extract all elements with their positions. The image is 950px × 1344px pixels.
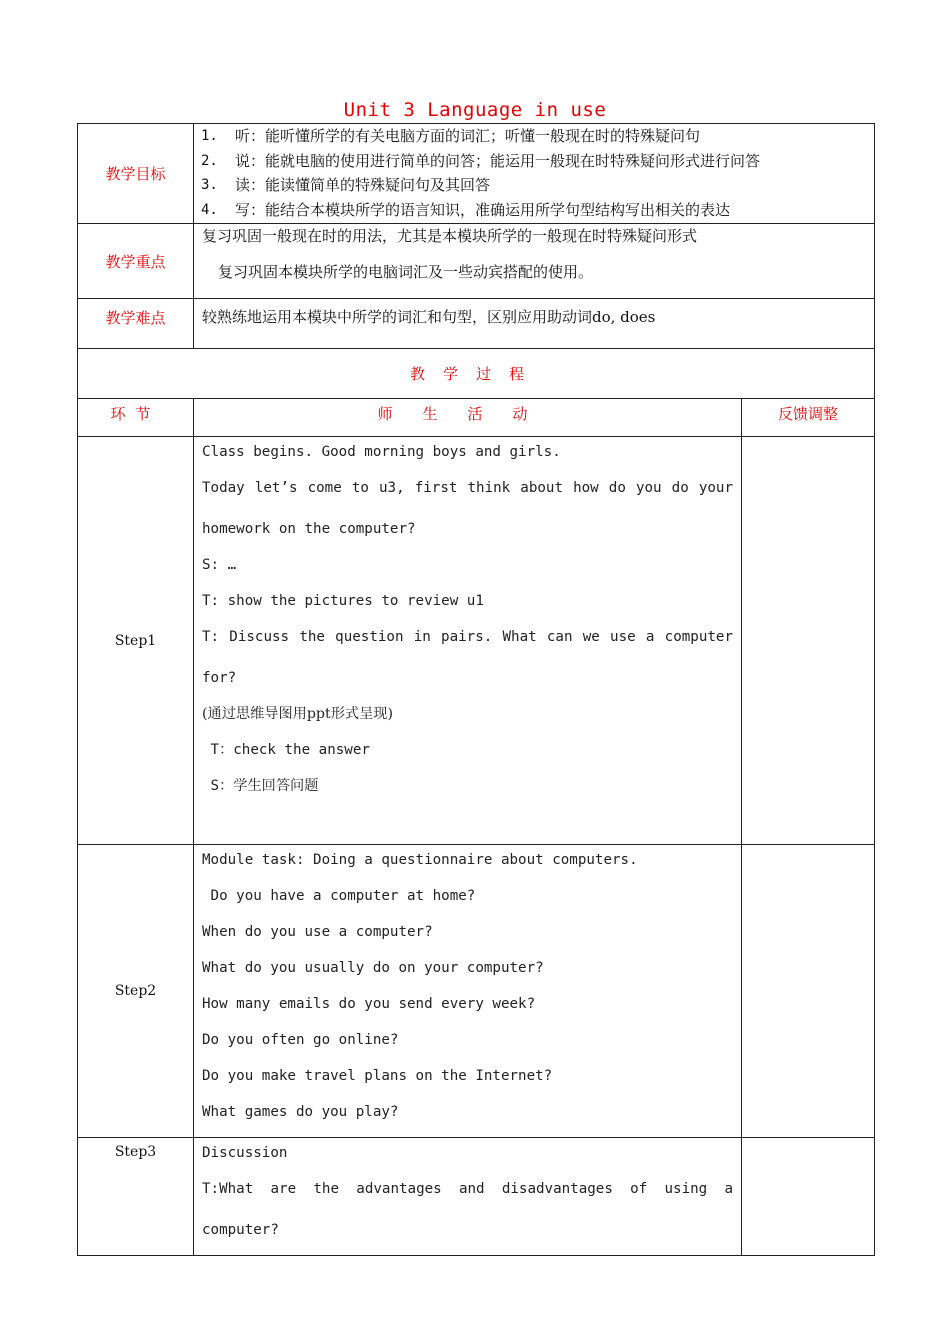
activity-line: Module task: Doing a questionnaire about computers.: [202, 852, 638, 868]
goals-label: 教学目标: [78, 124, 194, 224]
header-activity: 师生活动: [194, 399, 742, 437]
activity-line: T: Discuss the question in pairs. What can we use a computer: [202, 629, 733, 645]
step3-row: [78, 1138, 875, 1256]
activity-line: computer?: [202, 1222, 279, 1238]
step2-feedback: [742, 845, 875, 1138]
activity-line: T: show the pictures to review u1: [202, 593, 484, 609]
process-title-row: [78, 349, 875, 399]
activity-line: What games do you play?: [202, 1104, 399, 1120]
activity-line: Do you have a computer at home?: [202, 888, 476, 904]
key-points-label: 教学重点: [78, 224, 194, 299]
activity-line: Discussion: [202, 1145, 288, 1161]
header-row: [78, 399, 875, 437]
header-feedback: 反馈调整: [742, 399, 875, 437]
key-points-content: 复习巩固一般现在时的用法，尤其是本模块所学的一般现在时特殊疑问形式 复习巩固本模块所学的电脑词汇及一些动宾搭配的使用。: [194, 224, 875, 299]
step1-row: [78, 437, 875, 845]
activity-line: (通过思维导图用ppt形式呈现): [202, 706, 393, 722]
activity-line: Do you often go online?: [202, 1032, 399, 1048]
difficulties-row: [78, 299, 875, 349]
activity-line: S: …: [202, 557, 237, 573]
activity-line: T：check the answer: [202, 742, 370, 758]
step2-activity: [194, 845, 742, 1138]
step1-label: Step1: [78, 437, 194, 845]
step2-label: Step2: [78, 845, 194, 1138]
difficulties-label: 教学难点: [78, 299, 194, 349]
goal-item: 4. 写：能结合本模块所学的语言知识，准确运用所学句型结构写出相关的表达: [201, 200, 731, 219]
goals-row: [78, 124, 875, 224]
goals-content: [194, 124, 875, 224]
activity-line: What do you usually do on your computer?: [202, 960, 544, 976]
key-points-row: [78, 224, 875, 299]
difficulties-content: 较熟练地运用本模块中所学的词汇和句型，区别应用助动词do, does: [194, 299, 875, 349]
goal-item: 2. 说：能就电脑的使用进行简单的问答；能运用一般现在时特殊疑问形式进行问答: [201, 151, 761, 170]
activity-line: homework on the computer?: [202, 521, 416, 537]
header-stage: 环节: [78, 399, 194, 437]
step1-activity: [194, 437, 742, 845]
activity-line: S：学生回答问题: [202, 778, 319, 794]
goal-item: 3. 读：能读懂简单的特殊疑问句及其回答: [201, 176, 491, 194]
step3-feedback: [742, 1138, 875, 1256]
activity-line: Do you make travel plans on the Internet?: [202, 1068, 553, 1084]
step3-activity: [194, 1138, 742, 1256]
activity-line: T:What are the advantages and disadvantages of using a: [202, 1181, 733, 1197]
step1-feedback: [742, 437, 875, 845]
page-title: Unit 3 Language in use: [343, 99, 607, 121]
activity-line: When do you use a computer?: [202, 924, 433, 940]
activity-line: Today let’s come to u3, first think about how do you do your: [202, 480, 733, 496]
activity-line: Class begins. Good morning boys and girls.: [202, 444, 561, 460]
activity-line: for?: [202, 670, 237, 686]
step2-row: [78, 845, 875, 1138]
activity-line: How many emails do you send every week?: [202, 996, 536, 1012]
goal-item: 1. 听：能听懂所学的有关电脑方面的词汇；听懂一般现在时的特殊疑问句: [201, 127, 701, 145]
process-title: 教学过程: [78, 349, 875, 399]
step3-label: Step3: [78, 1138, 194, 1256]
lesson-plan-table: [77, 123, 875, 1256]
